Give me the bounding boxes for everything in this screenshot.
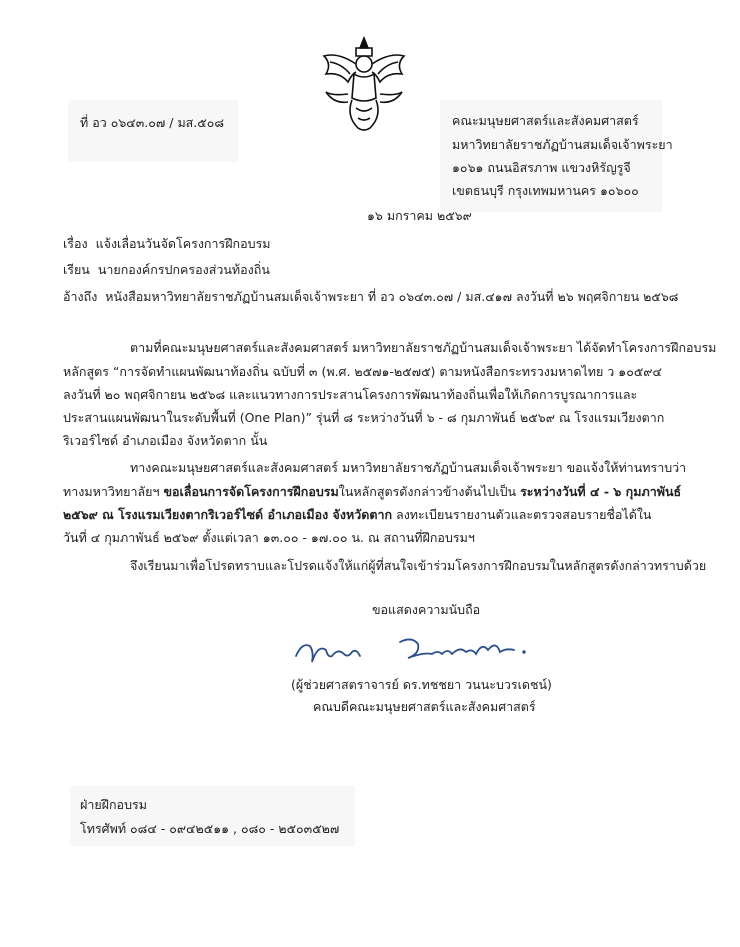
subject-text: แจ้งเลื่อนวันจัดโครงการฝึกอบรม: [95, 236, 271, 251]
new-venue: ๒๕๖๙ ณ โรงแรมเวียงตากริเวอร์ไซด์ อำเภอเมือง จังหวัดตาก: [63, 507, 393, 522]
garuda-emblem: [318, 34, 410, 134]
reference-number: ที่ อว ๐๖๔๓.๐๗ / มส.๕๐๘: [80, 115, 225, 130]
recipient-text: นายกองค์กรปกครองส่วนท้องถิ่น: [97, 262, 270, 277]
recipient-line: [63, 262, 270, 278]
recipient-label: เรียน: [63, 262, 90, 277]
handwritten-signature: [292, 632, 532, 668]
new-dates: ระหว่างวันที่ ๔ - ๖ กุมภาพันธ์: [520, 484, 682, 499]
para2-line: ทางคณะมนุษยศาสตร์และสังคมศาสตร์ มหาวิทยาลัยราชภัฏบ้านสมเด็จเจ้าพระยา ขอแจ้งให้ท่านทราบว่า: [130, 460, 687, 475]
subject-label: เรื่อง: [63, 236, 88, 251]
reference-label: อ้างถึง: [63, 289, 98, 304]
para1-line: ริเวอร์ไซด์ อำเภอเมือง จังหวัดตาก นั้น: [63, 433, 268, 448]
para1-line: ลงวันที่ ๒๐ พฤศจิกายน ๒๕๖๘ และแนวทางการประสานโครงการพัฒนาท้องถิ่นเพื่อให้เกิดการบูรณาการและ: [63, 387, 638, 402]
para3: จึงเรียนมาเพื่อโปรดทราบและโปรดแจ้งให้แก่ผู้ที่สนใจเข้าร่วมโครงการฝึกอบรมในหลักสูตรดังกล่าวทราบด้วย: [130, 558, 707, 573]
para2-text: ทางมหาวิทยาลัยฯ: [63, 484, 164, 499]
postpone-notice: ขอเลื่อนการจัดโครงการฝึกอบรม: [163, 484, 339, 499]
sender-address-line: เขตธนบุรี กรุงเทพมหานคร ๑๐๖๐๐: [452, 183, 639, 198]
para2-line: [63, 484, 681, 500]
subject-line: [63, 236, 271, 252]
reference-line: [63, 289, 678, 305]
signer-title: คณบดีคณะมนุษยศาสตร์และสังคมศาสตร์: [313, 699, 536, 714]
footer-phone: โทรศัพท์ ๐๘๔ - ๐๙๔๒๕๑๑ , ๐๘๐ - ๒๕๐๓๕๒๗: [80, 821, 340, 836]
para2-line: วันที่ ๔ กุมภาพันธ์ ๒๕๖๙ ตั้งแต่เวลา ๑๓.๐๐ - ๑๗.๐๐ น. ณ สถานที่ฝึกอบรมฯ: [63, 530, 475, 545]
ref-shade: [68, 100, 238, 162]
closing-salutation: ขอแสดงความนับถือ: [372, 602, 481, 617]
footer-department: ฝ่ายฝึกอบรม: [80, 797, 147, 812]
sender-address-line: มหาวิทยาลัยราชภัฏบ้านสมเด็จเจ้าพระยา: [452, 137, 673, 152]
reference-text: หนังสือมหาวิทยาลัยราชภัฏบ้านสมเด็จเจ้าพระยา ที่ อว ๐๖๔๓.๐๗ / มส.๔๑๗ ลงวันที่ ๒๖ พฤศจิกายน ๒๕๖๘: [105, 289, 679, 304]
para1-line: หลักสูตร “การจัดทำแผนพัฒนาท้องถิ่น ฉบับที่ ๓ (พ.ศ. ๒๕๗๑-๒๕๗๕) ตามหนังสือกระทรวงมหาดไทย ว ๑๐๕๙๔: [63, 364, 662, 379]
letter-date: ๑๖ มกราคม ๒๕๖๙: [367, 208, 472, 223]
para2-line: [63, 507, 651, 523]
signer-name: (ผู้ช่วยศาสตราจารย์ ดร.ทชชยา วนนะบวรเดชน์): [291, 677, 552, 692]
sender-address-line: คณะมนุษยศาสตร์และสังคมศาสตร์: [452, 113, 639, 128]
footer-shade: [70, 786, 355, 846]
para1-line: ประสานแผนพัฒนาในระดับพื้นที่ (One Plan)” รุ่นที่ ๘ ระหว่างวันที่ ๖ - ๘ กุมภาพันธ์ ๒๕๖๙ ณ โรงแรมเวียงตาก: [63, 410, 665, 425]
para2-text: ลงทะเบียนรายงานตัวและตรวจสอบรายชื่อได้ใน: [392, 507, 652, 522]
para2-text: ในหลักสูตรดังกล่าวข้างต้นไปเป็น: [338, 484, 521, 499]
para1-line: ตามที่คณะมนุษยศาสตร์และสังคมศาสตร์ มหาวิทยาลัยราชภัฏบ้านสมเด็จเจ้าพระยา ได้จัดทำโครงการฝึกอบรม: [130, 340, 717, 355]
sender-address-line: ๑๐๖๑ ถนนอิสรภาพ แขวงหิรัญรูจี: [452, 160, 631, 175]
